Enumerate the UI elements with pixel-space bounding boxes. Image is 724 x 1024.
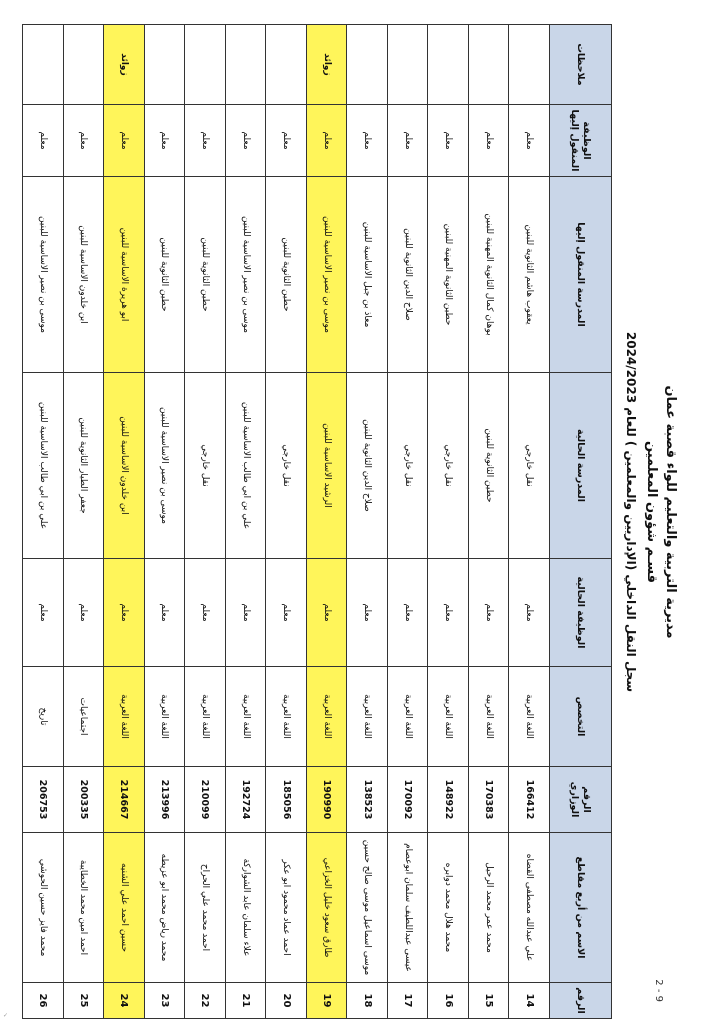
cell-job: معلم bbox=[23, 559, 64, 667]
department-title: قسـم شؤون المعلمين bbox=[644, 441, 659, 583]
table-row bbox=[387, 25, 428, 1019]
table-row bbox=[63, 25, 104, 1019]
cell-cur-school: صلاح الدين الثانوية للبنين bbox=[347, 373, 388, 559]
cell-id: 138523 bbox=[347, 767, 388, 833]
cell-new-school: حطين الثانوية للبنين bbox=[185, 177, 226, 373]
cell-id: 148922 bbox=[428, 767, 469, 833]
cell-note bbox=[266, 25, 307, 105]
cell-cur-school: نقل خارجي bbox=[428, 373, 469, 559]
cell-id: 166412 bbox=[509, 767, 550, 833]
cell-cur-school: موسى بن نصير الاساسية للبنين bbox=[144, 373, 185, 559]
cell-num: 25 bbox=[63, 983, 104, 1019]
cell-new-school: ابن خلدون الاساسية للبنين bbox=[63, 177, 104, 373]
cell-num: 26 bbox=[23, 983, 64, 1019]
cell-num: 23 bbox=[144, 983, 185, 1019]
table-row bbox=[23, 25, 64, 1019]
cell-spec: اللغة العربية bbox=[428, 667, 469, 767]
cell-num: 16 bbox=[428, 983, 469, 1019]
cell-new-job: معلم bbox=[509, 105, 550, 177]
scan-mark: ✓ bbox=[3, 1012, 9, 1019]
table-row bbox=[428, 25, 469, 1019]
cell-job: معلم bbox=[387, 559, 428, 667]
cell-spec: اللغة العربية bbox=[468, 667, 509, 767]
cell-id: 210099 bbox=[185, 767, 226, 833]
table-row bbox=[225, 25, 266, 1019]
cell-new-school: صلاح الدين الثانوية للبنين bbox=[387, 177, 428, 373]
col-header: ملاحظات bbox=[550, 25, 612, 105]
cell-spec: تاريخ bbox=[23, 667, 64, 767]
cell-cur-school: علي بن ابي طالب الاساسية للبنين bbox=[23, 373, 64, 559]
cell-num: 19 bbox=[306, 983, 347, 1019]
col-header: الاسم من أربع مقاطع bbox=[550, 833, 612, 983]
cell-id: 185056 bbox=[266, 767, 307, 833]
table-row bbox=[185, 25, 226, 1019]
cell-new-school: يعقوب هاشم الثانوية للبنين bbox=[509, 177, 550, 373]
cell-job: معلم bbox=[266, 559, 307, 667]
cell-job: معلم bbox=[63, 559, 104, 667]
cell-new-school: حطين الثانوية المهنية للبنين bbox=[428, 177, 469, 373]
cell-name: علي عبدالله مصطفى القضاه bbox=[509, 833, 550, 983]
cell-spec: اللغة العربية bbox=[509, 667, 550, 767]
cell-note bbox=[23, 25, 64, 105]
cell-name: محمد عمر محمد الرحيل bbox=[468, 833, 509, 983]
cell-job: معلم bbox=[144, 559, 185, 667]
table-row bbox=[347, 25, 388, 1019]
cell-new-job: معلم bbox=[468, 105, 509, 177]
cell-cur-school: حطين الثانوية للبنين bbox=[468, 373, 509, 559]
cell-new-school: موسى بن نصير الاساسية للبنين bbox=[23, 177, 64, 373]
cell-name: عيسى عبداللطيف سلمان ابوعصام bbox=[387, 833, 428, 983]
cell-id: 170092 bbox=[387, 767, 428, 833]
cell-job: معلم bbox=[104, 559, 145, 667]
cell-cur-school: نقل خارجي bbox=[266, 373, 307, 559]
cell-name: علاء سلمان عابد الشواركة bbox=[225, 833, 266, 983]
cell-name: محمد هلال محمد دوابره bbox=[428, 833, 469, 983]
cell-name: محمد فايز حسين الحوشي bbox=[23, 833, 64, 983]
col-header: الوظيفة المنقول إليها bbox=[550, 105, 612, 177]
cell-num: 17 bbox=[387, 983, 428, 1019]
cell-new-job: معلم bbox=[225, 105, 266, 177]
cell-new-job: معلم bbox=[144, 105, 185, 177]
cell-new-job: معلم bbox=[266, 105, 307, 177]
cell-spec: اللغة العربية bbox=[306, 667, 347, 767]
table-row bbox=[144, 25, 185, 1019]
transfer-table-wrapper bbox=[22, 24, 612, 1018]
cell-job: معلم bbox=[509, 559, 550, 667]
col-header: التخصص bbox=[550, 667, 612, 767]
cell-new-job: معلم bbox=[63, 105, 104, 177]
cell-job: معلم bbox=[306, 559, 347, 667]
cell-new-school: موسى بن نصير الاساسية للبنين bbox=[306, 177, 347, 373]
cell-cur-school: ابن خلدون الاساسية للبنين bbox=[104, 373, 145, 559]
register-title: سجل النقل الداخلي (الإداريين والمعلمين ) للعام 2024/2023 bbox=[624, 331, 638, 693]
cell-spec: اللغة العربية bbox=[104, 667, 145, 767]
cell-new-school: حطين الثانوية للبنين bbox=[144, 177, 185, 373]
cell-num: 20 bbox=[266, 983, 307, 1019]
cell-spec: اللغة العربية bbox=[144, 667, 185, 767]
table-row bbox=[266, 25, 307, 1019]
col-header: الرقم bbox=[550, 983, 612, 1019]
cell-note bbox=[428, 25, 469, 105]
cell-new-school: بوهان كمال الثانوية المهنية للبنين bbox=[468, 177, 509, 373]
cell-num: 18 bbox=[347, 983, 388, 1019]
cell-note bbox=[63, 25, 104, 105]
col-header: المدرسة الحالية bbox=[550, 373, 612, 559]
cell-id: 192724 bbox=[225, 767, 266, 833]
cell-cur-school: نقل خارجي bbox=[185, 373, 226, 559]
page-number: 9 - 2 bbox=[653, 979, 664, 1002]
cell-new-school: ابو هريرة الاساسية للبنين bbox=[104, 177, 145, 373]
table-row bbox=[468, 25, 509, 1019]
cell-new-job: معلم bbox=[347, 105, 388, 177]
cell-note bbox=[387, 25, 428, 105]
cell-name: محمد رياض محمد ابو عزيطه bbox=[144, 833, 185, 983]
cell-name: احمد امين محمد الخطايبة bbox=[63, 833, 104, 983]
cell-new-school: حطين الثانوية للبنين bbox=[266, 177, 307, 373]
cell-cur-school: علي بن ابي طالب الاساسية للبنين bbox=[225, 373, 266, 559]
cell-job: معلم bbox=[428, 559, 469, 667]
cell-note bbox=[225, 25, 266, 105]
cell-id: 214667 bbox=[104, 767, 145, 833]
cell-new-job: معلم bbox=[387, 105, 428, 177]
cell-id: 190990 bbox=[306, 767, 347, 833]
transfer-table bbox=[22, 24, 612, 1019]
cell-num: 21 bbox=[225, 983, 266, 1019]
col-header: الوظيفة الحالية bbox=[550, 559, 612, 667]
cell-note: زوائد bbox=[104, 25, 145, 105]
cell-note bbox=[347, 25, 388, 105]
table-row bbox=[104, 25, 145, 1019]
cell-spec: اللغة العربية bbox=[225, 667, 266, 767]
cell-spec: اللغة العربية bbox=[387, 667, 428, 767]
cell-note: زوائد bbox=[306, 25, 347, 105]
cell-new-job: معلم bbox=[185, 105, 226, 177]
cell-num: 22 bbox=[185, 983, 226, 1019]
cell-job: معلم bbox=[185, 559, 226, 667]
cell-job: معلم bbox=[347, 559, 388, 667]
cell-id: 213996 bbox=[144, 767, 185, 833]
cell-id: 170383 bbox=[468, 767, 509, 833]
cell-spec: اللغة العربية bbox=[266, 667, 307, 767]
cell-note bbox=[468, 25, 509, 105]
table-body bbox=[23, 25, 550, 1019]
cell-name: حسين احمد علي الشنيه bbox=[104, 833, 145, 983]
cell-cur-school: جعفر الطيار الثانوية للبنين bbox=[63, 373, 104, 559]
directorate-title: مديرية التربية والتعليم للواء قصبة عمان bbox=[663, 385, 678, 639]
cell-name: موسى اسماعيل موسى صالح حسين bbox=[347, 833, 388, 983]
cell-note bbox=[144, 25, 185, 105]
table-row bbox=[509, 25, 550, 1019]
cell-name: احمد عماد محمود ابو عكر bbox=[266, 833, 307, 983]
cell-new-job: معلم bbox=[104, 105, 145, 177]
col-header: الرقم الوزاري bbox=[550, 767, 612, 833]
table-header-row bbox=[550, 25, 612, 1019]
col-header: المدرسة المنقول إليها bbox=[550, 177, 612, 373]
cell-new-school: معاذ بن جبل الاساسية للبنين bbox=[347, 177, 388, 373]
cell-job: معلم bbox=[468, 559, 509, 667]
cell-note bbox=[509, 25, 550, 105]
cell-spec: اللغة العربية bbox=[347, 667, 388, 767]
cell-cur-school: نقل خارجي bbox=[387, 373, 428, 559]
cell-num: 14 bbox=[509, 983, 550, 1019]
cell-id: 200335 bbox=[63, 767, 104, 833]
cell-spec: اجتماعيات bbox=[63, 667, 104, 767]
cell-name: طارق سعود خليل الخزاعي bbox=[306, 833, 347, 983]
cell-new-job: معلم bbox=[23, 105, 64, 177]
cell-num: 24 bbox=[104, 983, 145, 1019]
cell-num: 15 bbox=[468, 983, 509, 1019]
cell-cur-school: الرشيد الاساسية للبنين bbox=[306, 373, 347, 559]
cell-spec: اللغة العربية bbox=[185, 667, 226, 767]
cell-cur-school: نقل خارجي bbox=[509, 373, 550, 559]
cell-note bbox=[185, 25, 226, 105]
cell-id: 206753 bbox=[23, 767, 64, 833]
cell-name: احمد محمد علي الحراح bbox=[185, 833, 226, 983]
cell-new-job: معلم bbox=[306, 105, 347, 177]
cell-new-school: موسى بن نصير الاساسية للبنين bbox=[225, 177, 266, 373]
cell-job: معلم bbox=[225, 559, 266, 667]
cell-new-job: معلم bbox=[428, 105, 469, 177]
table-row bbox=[306, 25, 347, 1019]
